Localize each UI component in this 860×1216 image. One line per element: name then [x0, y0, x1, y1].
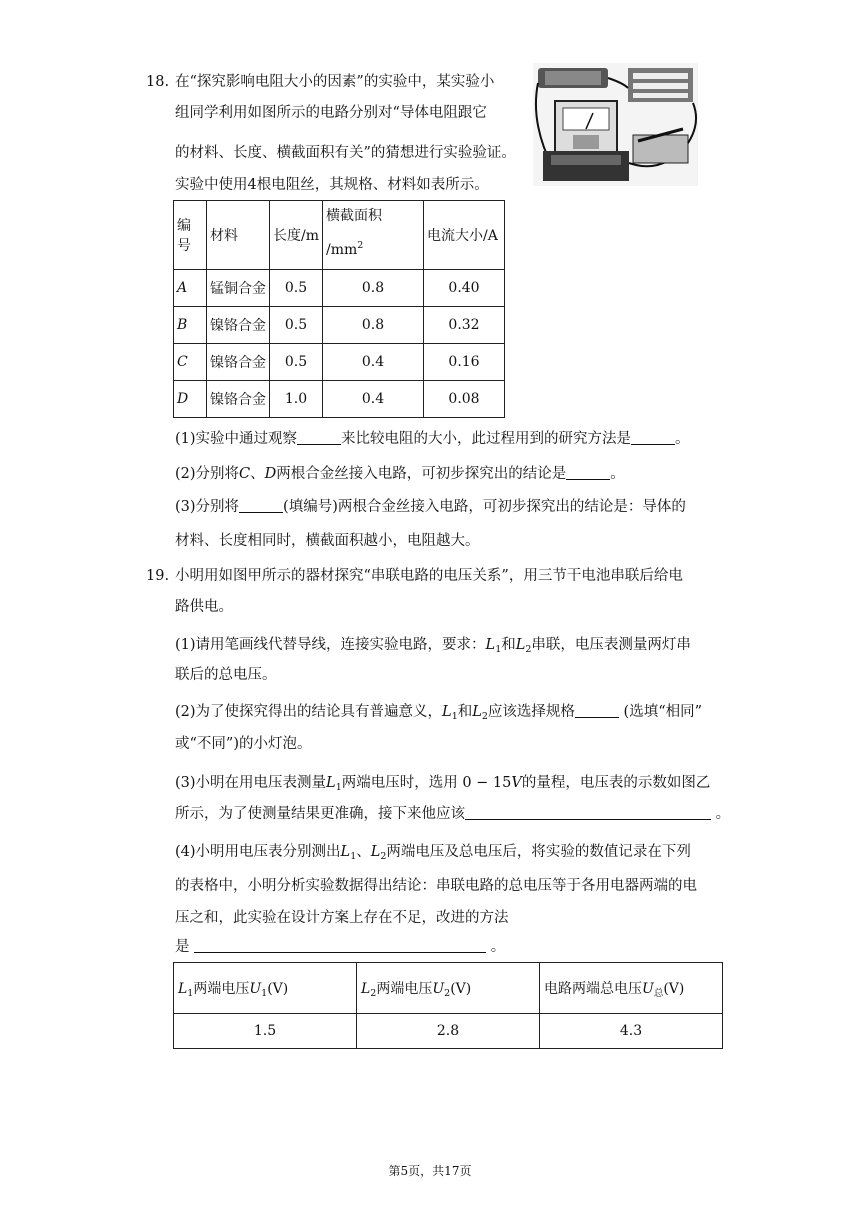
table-row: C 镍铬合金 0.5 0.4 0.16 — [174, 344, 505, 381]
q18-part-3-cont: 材料、长度相同时，横截面积越小，电阻越大。 — [175, 533, 480, 549]
q18-part-1: (1)实验中通过观察 来比较电阻的大小，此过程用到的研究方法是 。 — [175, 431, 690, 447]
q19-intro-cont: 路供电。 — [175, 599, 233, 615]
q18-part-3: (3)分别将 (填编号)两根合金丝接入电路，可初步探究出的结论是：导体的 — [175, 499, 686, 515]
q19-part-4-line-4: 是 。 — [175, 939, 506, 955]
q19-part-3: (3)小明在用电压表测量$L_1$两端电压时，选用 0 − 15V的量程，电压表的示数如图乙 — [175, 775, 711, 793]
resistance-wire-table — [173, 200, 505, 418]
q19-part-3-cont: 所示，为了使测量结果更准确，接下来他应该 。 — [175, 806, 731, 822]
table-row: B 镍铬合金 0.5 0.8 0.32 — [174, 307, 505, 344]
header-material: 材料 — [207, 201, 270, 270]
header-u1: $L_1$两端电压$U_1(V)$ — [174, 963, 357, 1014]
header-id: 编号 — [174, 201, 207, 270]
q19-part-4-line-3: 压之和，此实验在设计方案上存在不足，改进的方法 — [175, 910, 509, 926]
header-length: 长度/m — [270, 201, 323, 270]
answer-blank[interactable] — [239, 498, 283, 513]
q18-intro-line-4: 实验中使用4根电阻丝，其规格、材料如表所示。 — [175, 177, 489, 193]
table-row: A 锰铜合金 0.5 0.8 0.40 — [174, 270, 505, 307]
answer-blank[interactable] — [194, 938, 486, 953]
q19-part-1-cont: 联后的总电压。 — [175, 667, 277, 683]
q18-intro-line-3: 的材料、长度、横截面积有关”的猜想进行实验验证。 — [175, 145, 516, 161]
header-u2: $L_2$两端电压$U_2(V)$ — [357, 963, 540, 1014]
answer-blank[interactable] — [575, 703, 619, 718]
q19-part-4: (4)小明用电压表分别测出$L_1$、$L_2$两端电压及总电压后，将实验的数值记录在下列 — [175, 844, 691, 862]
q19-part-1: (1)请用笔画线代替导线，连接实验电路，要求：$L_1$和$L_2$串联，电压表测量两灯串 — [175, 637, 691, 655]
q18-part-2: (2)分别将C、D两根合金丝接入电路，可初步探究出的结论是 。 — [175, 466, 625, 482]
circuit-apparatus-image — [533, 63, 698, 186]
q18-intro-line-2: 组同学利用如图所示的电路分别对“导体电阻跟它 — [175, 105, 487, 121]
answer-blank[interactable] — [566, 465, 610, 480]
q19-part-4-line-2: 的表格中，小明分析实验数据得出结论：串联电路的总电压等于各用电器两端的电 — [175, 878, 697, 894]
table-row: 1.5 2.8 4.3 — [174, 1014, 723, 1049]
header-current: 电流大小/A — [424, 201, 505, 270]
table-row: D 镍铬合金 1.0 0.4 0.08 — [174, 381, 505, 418]
q19-number: 19. — [146, 568, 170, 584]
page-footer: 第5页，共17页 — [388, 1164, 472, 1178]
header-total: 电路两端总电压$U_总(V)$ — [540, 963, 723, 1014]
q18-number: 18. — [146, 74, 170, 90]
q18-intro-line-1: 在“探究影响电阻大小的因素”的实验中，某实验小 — [175, 74, 495, 90]
q19-part-2-cont: 或“不同”)的小灯泡。 — [175, 736, 312, 752]
answer-blank[interactable] — [465, 805, 711, 820]
answer-blank[interactable] — [631, 430, 675, 445]
q19-part-2: (2)为了使探究得出的结论具有普遍意义，$L_1$和$L_2$应该选择规格 (选填“相同” — [175, 704, 703, 722]
voltage-table — [173, 962, 723, 1049]
answer-blank[interactable] — [297, 430, 341, 445]
header-area: 横截面积 $/mm^2$ — [323, 201, 424, 270]
q19-intro: 小明用如图甲所示的器材探究“串联电路的电压关系”，用三节干电池串联后给电 — [175, 568, 683, 584]
